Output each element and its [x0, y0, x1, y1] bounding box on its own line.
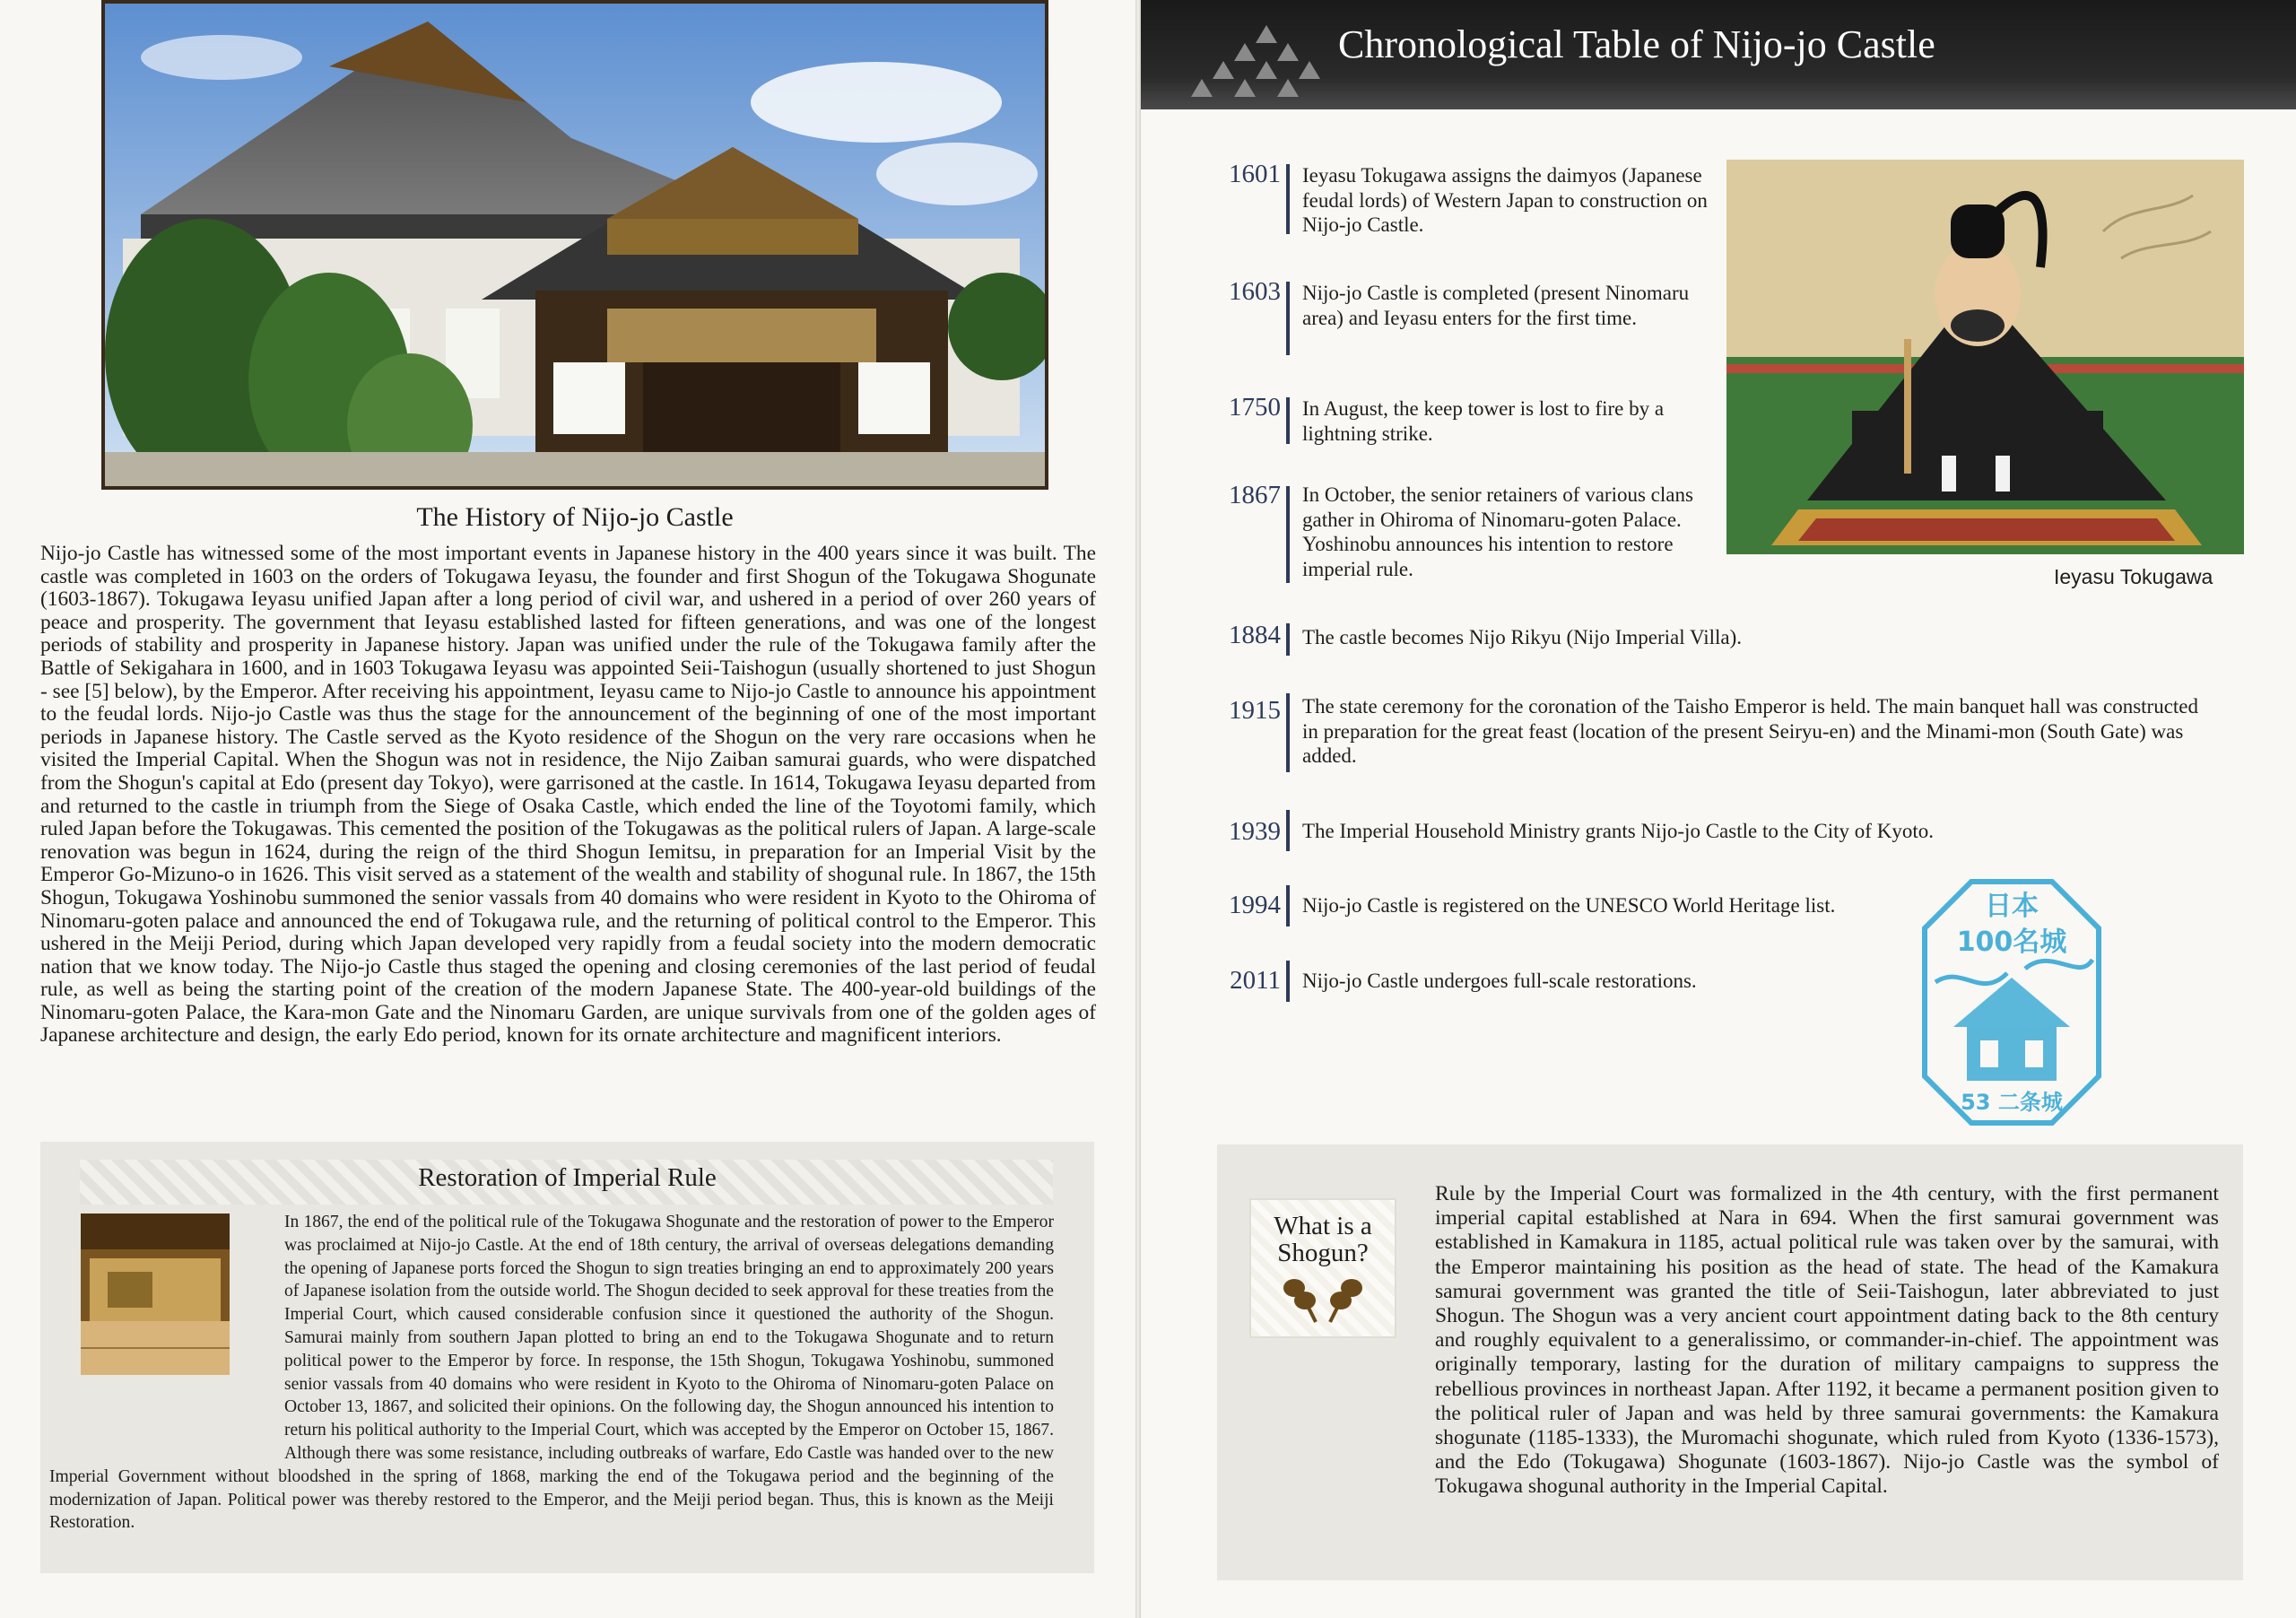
- triangle-pattern-icon: [1177, 16, 1338, 106]
- shogun-label-text: [1251, 1213, 1395, 1266]
- history-body: Nijo-jo Castle has witnessed some of the most important events in Japanese history in the 400 years since it was built. The castle was completed in 1603 on the orders of Tokugawa Ieyasu, the founder and first Shogun of the Tokugawa Shogunate (1603-1867). Tokugawa Ieyasu unified Japan after a long period of civil war, and ushered in a period of over 260 years of peace and prosperity. The government that Ieyasu established lasted for fifteen generations, and was one of the longest periods of stability and prosperity in Japanese history. Japan was unified under the rule of the Tokugawa family after the Battle of Sekigahara in 1600, and in 1603 Tokugawa Ieyasu was appointed Seii-Taishogun (usually shortened to just Shogun - see [5] below), by the Emperor. After receiving his appointment, Ieyasu came to Nijo-jo Castle to announce his appointment to the feudal lords. Nijo-jo Castle was thus the stage for the announcement of the beginning of one of the most important periods in Japanese history. The Castle served as the Kyoto residence of the Shogun on the very rare occasions when he visited the Imperial Capital. When the Shogun was not in residence, the Nijo Zaiban samurai guards, who were dispatched from the Shogun's capital at Edo (present day Tokyo), were garrisoned at the castle. In 1614, Tokugawa Ieyasu departed from and returned to the castle in triumph from the Siege of Osaka Castle, which ended the line of the Toyotomi family, which ruled Japan before the Tokugawas. This cemented the position of the Tokugawas as the political rulers of Japan. A large-scale renovation was begun in 1624, during the reign of the third Shogun Iemitsu, in preparation for an Imperial Visit by the Emperor Go-Mizuno-o in 1626. This visit served as a statement of the wealth and stability of shogunal rule. In 1867, the 15th Shogun, Tokugawa Yoshinobu summoned the senior vassals from 40 domains who were resident in Kyoto to the Ohiroma of Ninomaru-goten palace and announced the end of Tokugawa rule, and the returning of political control to the Emperor. This ushered in the Meiji Period, during which Japan developed very rapidly from a feudal society into the modern democratic nation that we know today. The Nijo-jo Castle thus staged the opening and closing ceremonies of the last period of feudal rule, as well as being the starting point of the creation of the modern Japanese State. The 400-year-old buildings of the Ninomaru-goten Palace, the Kara-mon Gate and the Ninomaru Garden, are unique survivals from one of the golden ages of Japanese architecture and design, the early Edo period, known for its ornate architecture and magnificent interiors.: [40, 542, 1097, 1048]
- castle-stamp: [1918, 874, 2106, 1130]
- stamp-middle-text: 100名城: [1956, 926, 2067, 958]
- timeline-year: 1601: [1229, 160, 1281, 188]
- portrait-caption: Ieyasu Tokugawa: [2054, 565, 2213, 588]
- timeline-entry: Nijo-jo Castle is completed (present Ninomaru area) and Ieyasu enters for the first time.: [1302, 282, 1690, 329]
- timeline-year: 1867: [1229, 481, 1281, 509]
- timeline-year: 1750: [1229, 393, 1281, 422]
- timeline-bar: [1286, 961, 1290, 1002]
- restoration-section: [40, 1142, 1094, 1573]
- shogun-label-line1: What is a: [1274, 1212, 1372, 1240]
- timeline-entry: The state ceremony for the coronation of the Taisho Emperor is held. The main banquet hall was constructed in preparation for the great feast (location of the present Seiryu-en) and the Minami-mon (South Gate) was added.: [1302, 695, 2199, 767]
- stamp-top-text: 日本: [1985, 891, 2039, 922]
- restoration-body: [49, 1211, 1054, 1535]
- timeline-year: 1884: [1229, 621, 1281, 649]
- timeline-entry: The castle becomes Nijo Rikyu (Nijo Imperial Villa).: [1302, 626, 1743, 648]
- timeline-bar: [1286, 810, 1290, 851]
- stamp-bottom-text: 53 二条城: [1961, 1090, 2063, 1115]
- shogun-label-line2: Shogun?: [1277, 1239, 1369, 1267]
- restoration-text: In 1867, the end of the political rule of the Tokugawa Shogunate and the restoration of power to the Emperor was proclaimed at Nijo-jo Castle. At the end of 18th century, the arrival of overseas delegations demanding the opening of Japanese ports forced the Shogun to sign treaties bringing an end to approximately 200 years of Japanese isolation from the outside world. The Shogun decided to seek approval for these treaties from the Imperial Court, which caused considerable confusion since it questioned the authority of the Shogun. Samurai mainly from southern Japan plotted to bring an end to the Tokugawa Shogunate and to return political power to the Emperor by force. In response, the 15th Shogun, Tokugawa Yoshinobu, summoned senior vassals from 40 domains who were resident in Kyoto to the Ohiroma of Ninomaru-goten Palace on October 13, 1867, and solicited their opinions. On the following day, the Shogun announced his intention to return his political authority to the Imperial Court, which was accepted by the Emperor on October 15, 1867. Although there was some resistance, including outbreaks of warfare, Edo Castle was handed over to the new Imperial Government without bloodshed in the spring of 1868, marking the end of the Tokugawa period and the beginning of the modernization of Japan. Political power was thereby restored to the Emperor, and the Meiji period began. Thus, this is known as the Meiji Restoration.: [49, 1213, 1054, 1533]
- restoration-title: Restoration of Imperial Rule: [418, 1163, 717, 1192]
- timeline-entry: In August, the keep tower is lost to fire by a lightning strike.: [1302, 397, 1665, 445]
- timeline-bar: [1286, 486, 1290, 583]
- timeline-entry: The Imperial Household Ministry grants Nijo-jo Castle to the City of Kyoto.: [1302, 820, 1934, 842]
- shogun-label-box: [1249, 1198, 1396, 1338]
- history-title: The History of Nijo-jo Castle: [416, 502, 734, 532]
- castle-photo: [101, 0, 1048, 490]
- timeline-bar: [1286, 693, 1290, 772]
- timeline-bar: [1286, 164, 1290, 234]
- timeline-bar: [1286, 397, 1290, 444]
- timeline-entry: In October, the senior retainers of various clans gather in Ohiroma of Ninomaru-goten Palace. Yoshinobu announces his intention to restore imperial rule.: [1302, 483, 1693, 580]
- timeline-bar: [1286, 623, 1290, 656]
- what-is-shogun-section: [1217, 1144, 2243, 1580]
- ieyasu-portrait: [1726, 160, 2244, 554]
- timeline-year: 1994: [1229, 891, 1281, 919]
- timeline-entry: Nijo-jo Castle undergoes full-scale restorations.: [1302, 970, 1697, 992]
- timeline-year: 1603: [1229, 277, 1281, 306]
- timeline-year: 2011: [1230, 966, 1281, 995]
- shogun-body: Rule by the Imperial Court was formalized in the 4th century, with the first permanent imperial capital established at Nara in 694. When the first samurai government was established in Kamakura in 1185, actual political rule was taken over by the samurai, with the Emperor maintaining his position as the head of state. The head of the Kamakura samurai government was granted the title of Seii-Taishogun, later abbreviated to just Shogun. The Shogun was a very ancient court appointment dating back to the 8th century and roughly equivalent to a generalissimo, or commander-in-chief. The appointment was originally temporary, lasting for the duration of military campaigns to suppress the rebellious provinces in northeast Japan. After 1192, it became a permanent position given to the political ruler of Japan and was held by three samurai governments: the Kamakura shogunate (1185-1333), the Muromachi shogunate, which ruled from Kyoto (1336-1573), and the Edo (Tokugawa) Shogunate (1603-1867). Nijo-jo Castle was the symbol of Tokugawa shogunal authority in the Imperial Capital.: [1435, 1182, 2219, 1499]
- timeline-year: 1915: [1229, 696, 1281, 725]
- timeline-bar: [1286, 885, 1290, 926]
- dango-icon: [1274, 1272, 1371, 1326]
- timeline-bar: [1286, 282, 1290, 355]
- timeline-entry: Ieyasu Tokugawa assigns the daimyos (Japanese feudal lords) of Western Japan to construction on Nijo-jo Castle.: [1302, 164, 1708, 236]
- page-fold: [1135, 0, 1141, 1618]
- chronology-title: Chronological Table of Nijo-jo Castle: [1338, 22, 1935, 66]
- timeline-entry: Nijo-jo Castle is registered on the UNESCO World Heritage list.: [1302, 894, 1836, 917]
- timeline-year: 1939: [1229, 817, 1281, 846]
- restoration-photo-spacer: [49, 1211, 284, 1446]
